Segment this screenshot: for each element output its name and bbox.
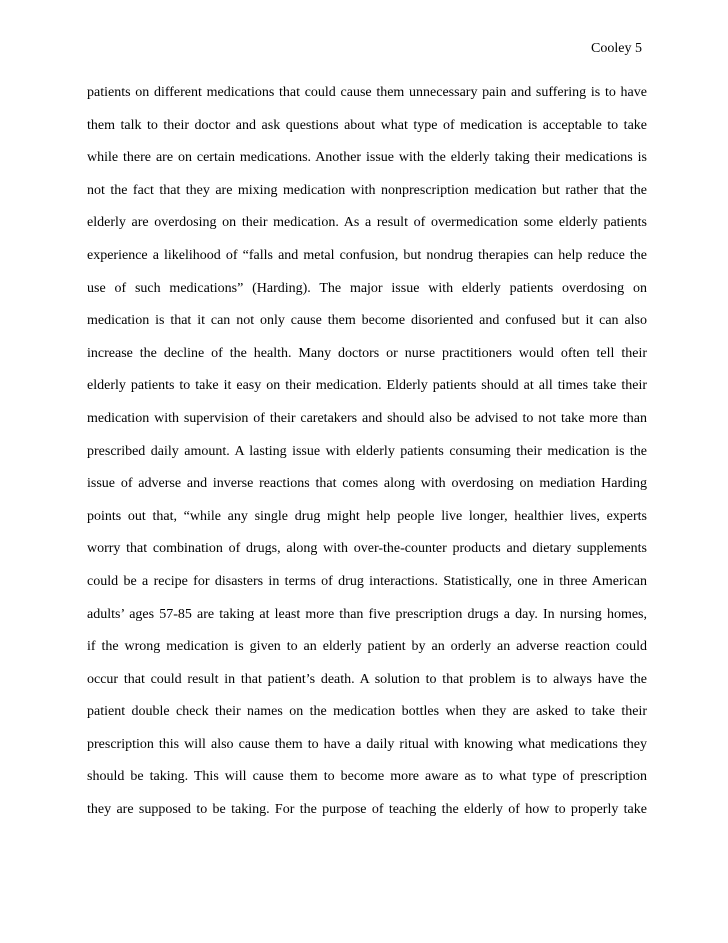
text-line: prescribed daily amount. A lasting issue with elderly patients consuming their medication is the bbox=[87, 443, 647, 459]
text-line: experience a likelihood of “falls and metal confusion, but nondrug therapies can help reduce the bbox=[87, 247, 647, 263]
text-line: patient double check their names on the medication bottles when they are asked to take their bbox=[87, 704, 647, 720]
text-line: points out that, “while any single drug might help people live longer, healthier lives, experts bbox=[87, 508, 647, 524]
text-line: occur that could result in that patient’s death. A solution to that problem is to always have the bbox=[87, 671, 647, 687]
text-line: they are supposed to be taking. For the purpose of teaching the elderly of how to properly take bbox=[87, 802, 647, 818]
text-line: adults’ ages 57-85 are taking at least more than five prescription drugs a day. In nursing homes, bbox=[87, 606, 647, 622]
text-line: could be a recipe for disasters in terms of drug interactions. Statistically, one in three American bbox=[87, 573, 647, 589]
text-line: issue of adverse and inverse reactions that comes along with overdosing on mediation Harding bbox=[87, 476, 647, 492]
text-line: patients on different medications that could cause them unnecessary pain and suffering is to have bbox=[87, 85, 647, 100]
body-paragraph bbox=[87, 85, 647, 835]
text-line: elderly patients to take it easy on their medication. Elderly patients should at all times take their bbox=[87, 378, 647, 394]
text-line: medication with supervision of their caretakers and should also be advised to not take more than bbox=[87, 410, 647, 426]
text-line: worry that combination of drugs, along with over-the-counter products and dietary supplements bbox=[87, 541, 647, 557]
text-line: increase the decline of the health. Many doctors or nurse practitioners would often tell their bbox=[87, 345, 647, 361]
text-line: use of such medications” (Harding). The major issue with elderly patients overdosing on bbox=[87, 280, 647, 296]
text-line: not the fact that they are mixing medication with nonprescription medication but rather that the bbox=[87, 182, 647, 198]
text-line: should be taking. This will cause them to become more aware as to what type of prescription bbox=[87, 769, 647, 785]
text-line: medication is that it can not only cause them become disoriented and confused but it can also bbox=[87, 313, 647, 329]
text-line: elderly are overdosing on their medication. As a result of overmedication some elderly patients bbox=[87, 215, 647, 231]
text-line: if the wrong medication is given to an elderly patient by an orderly an adverse reaction could bbox=[87, 639, 647, 655]
running-head: Cooley 5 bbox=[591, 41, 642, 56]
text-line: them talk to their doctor and ask questions about what type of medication is acceptable to take bbox=[87, 117, 647, 133]
text-line: prescription this will also cause them to have a daily ritual with knowing what medications they bbox=[87, 736, 647, 752]
text-line: while there are on certain medications. Another issue with the elderly taking their medications is bbox=[87, 150, 647, 166]
